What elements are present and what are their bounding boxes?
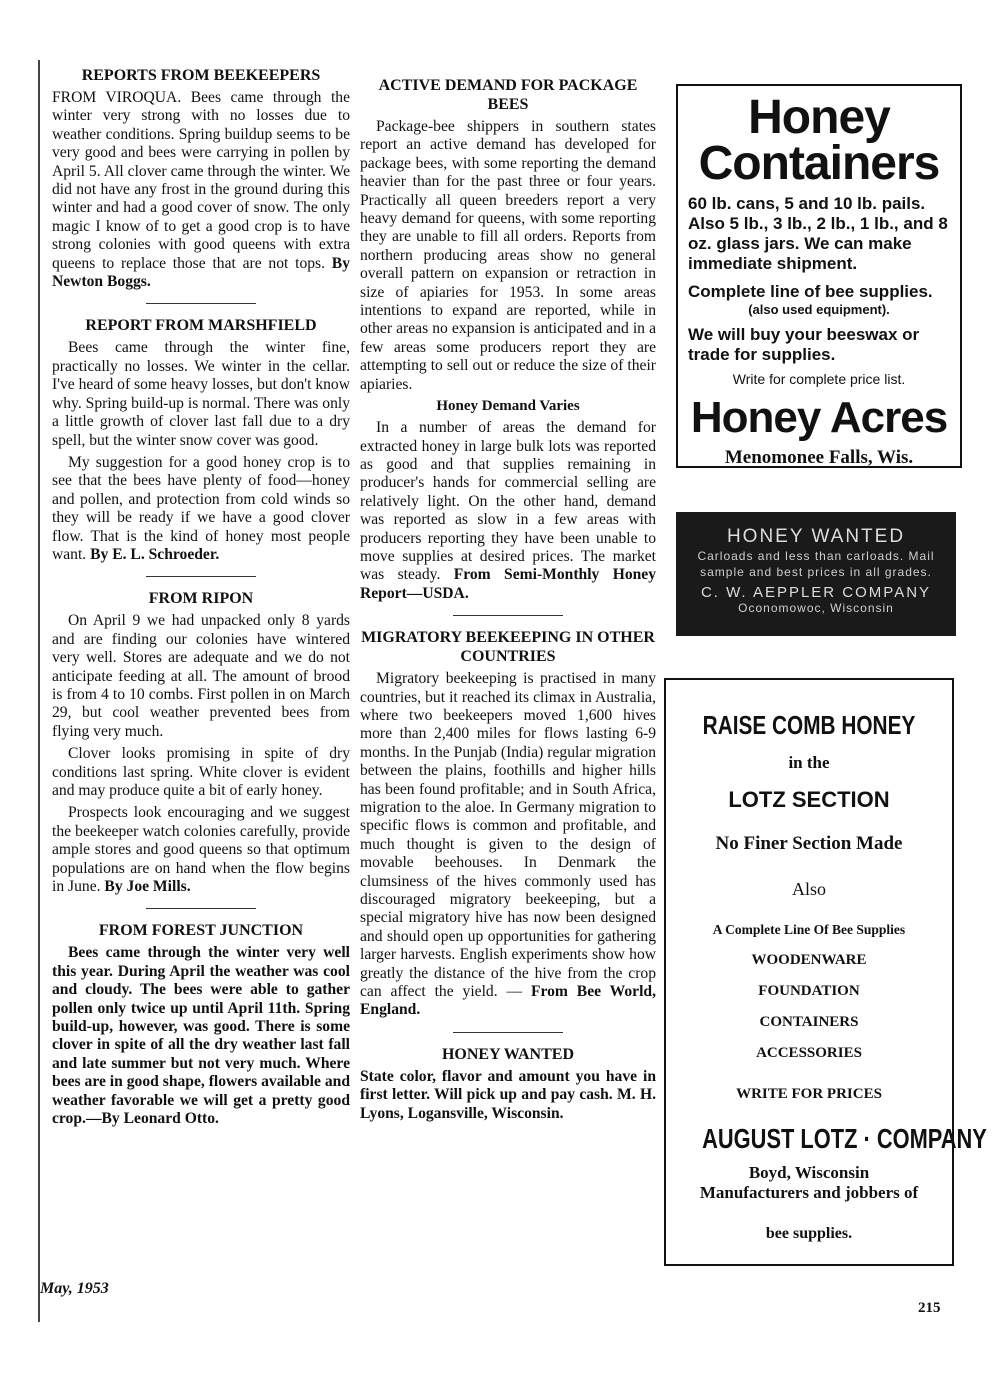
byline: By E. L. Schroeder. <box>90 545 220 563</box>
article-paragraph: On April 9 we had unpacked only 8 yards and are finding our colonies have wintered very well. Stores are adequate and we do not anticipate feeding at all. The amount of brood is from 4 to 10 combs. First pollen in on March 29, but cool weather prevented bees from flying very much. <box>52 612 350 740</box>
article-title: HONEY WANTED <box>441 1045 575 1063</box>
ad-company-name: AUGUST LOTZ · COMPANY <box>702 1123 987 1154</box>
byline: From Semi-Monthly Honey Report—USDA. <box>360 566 657 602</box>
ad-text: Also <box>791 879 826 899</box>
article-text: In a number of areas the demand for extracted honey in large bulk lots was reported as good and that supplies remaining in producer's hands for commercial selling are relatively light. On the other hand, demand was reported as slow in a few areas with producers reporting they have been unable to move supplies at desired prices. The market was steady. <box>360 419 656 584</box>
divider <box>146 303 256 304</box>
margin-line <box>38 60 40 1322</box>
byline: By Joe Mills. <box>104 878 191 896</box>
article-title: MIGRATORY BEEKEEPING IN OTHER COUNTRIES <box>361 629 655 666</box>
ad-text: Write for complete price list. <box>732 371 906 387</box>
classified-ad-text: State color, flavor and amount you have in first letter. Will pick up and pay cash. M. H. Lyons, Logansville, Wisconsin. <box>360 1067 656 1122</box>
column-middle <box>360 72 656 1127</box>
ad-text: Carloads and less than carloads. Mail sample and best prices in all grades. <box>697 549 935 579</box>
issue-date: May, 1953 <box>40 1280 109 1297</box>
ad-product: ACCESSORIES <box>756 1045 862 1061</box>
article-title: FROM FOREST JUNCTION <box>98 922 304 940</box>
article-subheading: Honey Demand Varies <box>436 398 580 415</box>
article-paragraph: Package-bee shippers in southern states report an active demand has developed for package bees, with some reporting the demand heavier than for the past three or four years. Practically all queen breeders report a very heavy demand for queens, with some reporting they are unable to fill all orders. Reports from northern producing areas show no general overall pattern on expansion or retraction in size of apiaries for 1953. In some areas intentions to expand are reported, while in other areas no expansion is anticipated and in a few areas some producers report they are attempting to sell out or reduce the size of their apiaries. <box>360 118 656 393</box>
ad-headline: HONEY WANTED <box>726 526 906 547</box>
article-paragraph <box>52 804 350 896</box>
ad-text: in the <box>788 753 830 772</box>
divider <box>453 615 563 616</box>
article-paragraph <box>360 670 656 1020</box>
column-left <box>52 62 350 1133</box>
ad-product: FOUNDATION <box>758 983 860 999</box>
article-text: Migratory beekeeping is practised in many countries, but it reached its climax in Australia, where two beekeepers moved 1,600 hives more than 2,400 miles for flows lasting 6-9 months. In the Punjab (India) regular migration between the plains, foothills and higher hills has been found profitable; and in South Africa, migration to the aloe. In Germany migration to specific flows is common and profitable, and much thought is given to the design of movable beehouses. In Denmark the clumsiness of the hives commonly used has discouraged migratory beekeeping, but a special migratory hive has now been designed and should open up opportunities for gathering larger harvests. English experiments show how greatly the distance of the hive from the crop can affect the yield. — <box>360 670 656 1001</box>
article-text: My suggestion for a good honey crop is to see that the bees have plenty of food—honey and pollen, and protection from cold winds so they will be ready if we have a good clover flow. That is the kind of honey most people want. <box>52 453 350 563</box>
byline: From Bee World, England. <box>360 983 656 1019</box>
ad-company-name: Honey Acres <box>690 393 948 442</box>
ad-text: We will buy your beeswax or trade for supplies. <box>688 325 920 364</box>
ad-headline: Containers <box>698 137 940 190</box>
ad-text: A Complete Line Of Bee Supplies <box>712 922 906 937</box>
byline: By Newton Boggs. <box>52 254 350 291</box>
article-paragraph: Bees came through the winter fine, practically no losses. We winter in the cellar. I've heard of some heavy losses, but don't know why. Spring build-up is normal. There was only a little growth of clover last fall due to a dry spell, but the winter snow cover was good. <box>52 339 350 449</box>
ad-text: WRITE FOR PRICES <box>736 1086 882 1102</box>
ad-text: No Finer Section Made <box>715 833 903 854</box>
article-paragraph <box>52 454 350 564</box>
lotz-ad <box>664 678 987 1266</box>
ad-text: bee supplies. <box>765 1225 853 1242</box>
ad-location: Menomonee Falls, Wis. <box>724 447 914 468</box>
divider <box>453 1032 563 1033</box>
ad-location: Oconomowoc, Wisconsin <box>738 601 894 615</box>
page-number: 215 <box>918 1300 941 1316</box>
ad-company-name: C. W. AEPPLER COMPANY <box>700 584 932 601</box>
article-paragraph <box>360 419 656 603</box>
article-paragraph <box>52 944 350 1128</box>
ad-text: Complete line of bee supplies. <box>688 282 933 301</box>
divider <box>146 908 256 909</box>
ad-product: CONTAINERS <box>759 1014 859 1030</box>
ad-text: Manufacturers and jobbers of <box>699 1183 919 1202</box>
article-title: ACTIVE DEMAND FOR PACKAGE BEES <box>378 77 638 113</box>
ad-product: WOODENWARE <box>751 952 867 968</box>
article-text: FROM VIROQUA. Bees came through the winter very strong with no losses due to weather conditions. Spring buildup seems to be very good and bees were carrying in pollen by April 5. All clover came through the winter. We did not have any frost in the ground during this winter and had a good cover of snow. The only magic I know of to get a good crop is to have strong colonies with good queens with extra queens to replace those that are not tops. <box>52 89 350 272</box>
divider <box>146 576 256 577</box>
article-title: FROM RIPON <box>148 590 254 608</box>
aeppler-ad <box>676 512 956 636</box>
article-text: Bees came through the winter very well this year. During April the weather was cool and cloudy. The bees were able to gather pollen only twice up until April 11th. Spring build-up, however, was good. There is some clover in spite of all the dry weather last fall and late summer but not very much. Where bees are in good shape, flowers available and weather favorable we will get a pretty good crop. <box>52 944 350 1128</box>
ad-headline: Honey <box>748 91 890 144</box>
ad-text: 60 lb. cans, 5 and 10 lb. pails. Also 5 lb., 3 lb., 2 lb., 1 lb., and 8 oz. glass jars. We can make immediate shipment. <box>688 194 948 273</box>
article-paragraph: Clover looks promising in spite of dry conditions last spring. White clover is evident and may produce quite a bit of early honey. <box>52 745 350 799</box>
ad-location: Boyd, Wisconsin <box>748 1163 870 1182</box>
article-title: REPORTS FROM BEEKEEPERS <box>81 67 321 84</box>
honey-acres-ad <box>676 84 962 468</box>
ad-text: (also used equipment). <box>748 302 890 317</box>
ad-headline: RAISE COMB HONEY <box>702 710 916 740</box>
article-body <box>52 89 350 291</box>
ad-text: LOTZ SECTION <box>728 787 890 812</box>
byline: —By Leonard Otto. <box>85 1110 219 1128</box>
article-title: REPORT FROM MARSHFIELD <box>85 317 317 335</box>
article-text: Prospects look encouraging and we suggest the beekeeper watch colonies carefully, provide ample stores and good queens so that optimum populations are on hand when the flow begins in June. <box>52 804 350 896</box>
